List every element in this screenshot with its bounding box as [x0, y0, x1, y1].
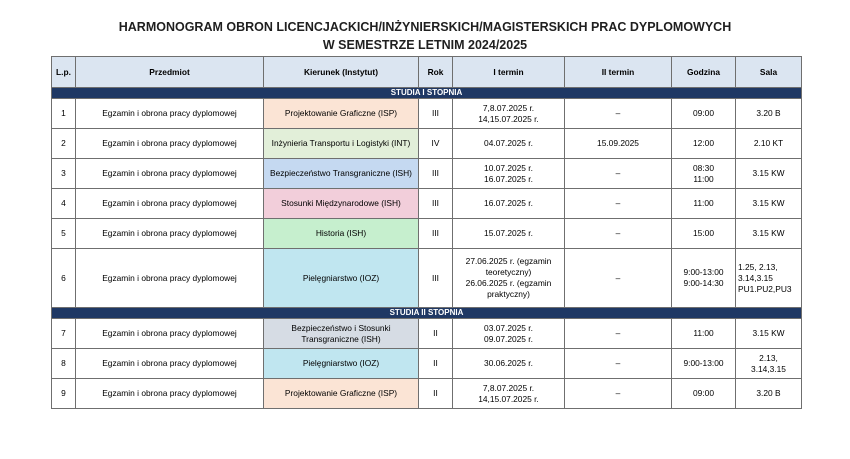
- cell-termin2: –: [565, 379, 672, 409]
- time-line: 9:00-14:30: [683, 278, 724, 288]
- cell-godzina: 09:00: [672, 99, 736, 129]
- cell-godzina: [672, 249, 736, 308]
- table-row: [52, 319, 802, 349]
- header-termin1: I termin: [453, 57, 565, 88]
- date-line: 03.07.2025 r.: [484, 322, 533, 333]
- cell-sala: 3.15 KW: [736, 189, 802, 219]
- cell-lp: 5: [52, 219, 76, 249]
- date-line: 09.07.2025 r.: [484, 333, 533, 344]
- section-row: [52, 88, 802, 99]
- cell-lp: 3: [52, 159, 76, 189]
- cell-sala: [736, 249, 802, 308]
- cell-lp: 8: [52, 349, 76, 379]
- cell-kierunek: [264, 319, 419, 349]
- cell-termin1: 04.07.2025 r.: [453, 129, 565, 159]
- date-line: 10.07.2025 r.: [484, 162, 533, 173]
- date-line: 14,15.07.2025 r.: [478, 113, 539, 124]
- cell-kierunek: Bezpieczeństwo Transgraniczne (ISH): [264, 159, 419, 189]
- time-line: 9:00-13:00: [683, 267, 724, 277]
- cell-kierunek: Projektowanie Graficzne (ISP): [264, 99, 419, 129]
- cell-termin1: 30.06.2025 r.: [453, 349, 565, 379]
- table-row: [52, 219, 802, 249]
- cell-rok: II: [419, 349, 453, 379]
- cell-termin1: [453, 99, 565, 129]
- cell-godzina: 09:00: [672, 379, 736, 409]
- header-kierunek: Kierunek (Instytut): [264, 57, 419, 88]
- header-termin2: II termin: [565, 57, 672, 88]
- cell-kierunek: Stosunki Międzynarodowe (ISH): [264, 189, 419, 219]
- cell-termin1: 16.07.2025 r.: [453, 189, 565, 219]
- section-label: STUDIA I STOPNIA: [52, 88, 802, 99]
- time-line: 11:00: [693, 173, 714, 184]
- cell-przedmiot: Egzamin i obrona pracy dyplomowej: [76, 349, 264, 379]
- date-line: 14,15.07.2025 r.: [478, 393, 539, 404]
- date-line: 7,8.07.2025 r.: [482, 382, 535, 393]
- date-line: 7,8.07.2025 r.: [482, 102, 535, 113]
- cell-termin2: –: [565, 319, 672, 349]
- cell-lp: 7: [52, 319, 76, 349]
- table-row: [52, 379, 802, 409]
- header-rok: Rok: [419, 57, 453, 88]
- room-line: 1.25, 2.13,: [738, 261, 778, 272]
- cell-termin1: [453, 159, 565, 189]
- cell-kierunek: Pielęgniarstwo (IOZ): [264, 349, 419, 379]
- header-lp: L.p.: [52, 57, 76, 88]
- cell-przedmiot: Egzamin i obrona pracy dyplomowej: [76, 129, 264, 159]
- cell-rok: III: [419, 159, 453, 189]
- header-sala: Sala: [736, 57, 802, 88]
- cell-przedmiot: Egzamin i obrona pracy dyplomowej: [76, 189, 264, 219]
- section-label: STUDIA II STOPNIA: [52, 308, 802, 319]
- date-line: 26.06.2025 r. (egzamin: [465, 278, 552, 288]
- cell-godzina: 9:00-13:00: [672, 349, 736, 379]
- cell-termin1: [453, 379, 565, 409]
- cell-kierunek: Historia (ISH): [264, 219, 419, 249]
- cell-przedmiot: Egzamin i obrona pracy dyplomowej: [76, 319, 264, 349]
- room-line: 3.14,3.15: [738, 272, 773, 283]
- cell-rok: III: [419, 189, 453, 219]
- cell-godzina: 15:00: [672, 219, 736, 249]
- cell-termin2: –: [565, 99, 672, 129]
- cell-termin2: –: [565, 349, 672, 379]
- cell-lp: 9: [52, 379, 76, 409]
- cell-rok: III: [419, 99, 453, 129]
- date-line: teoretyczny): [485, 267, 532, 277]
- table-row: [52, 189, 802, 219]
- cell-rok: II: [419, 379, 453, 409]
- cell-sala: 2.10 KT: [736, 129, 802, 159]
- table-row: [52, 349, 802, 379]
- kierunek-line: Transgraniczne (ISH): [301, 333, 381, 344]
- cell-rok: II: [419, 319, 453, 349]
- cell-kierunek: Projektowanie Graficzne (ISP): [264, 379, 419, 409]
- cell-przedmiot: Egzamin i obrona pracy dyplomowej: [76, 379, 264, 409]
- cell-lp: 2: [52, 129, 76, 159]
- cell-termin2: –: [565, 189, 672, 219]
- cell-przedmiot: Egzamin i obrona pracy dyplomowej: [76, 249, 264, 308]
- table-row: [52, 159, 802, 189]
- cell-sala: 3.15 KW: [736, 219, 802, 249]
- header-przedmiot: Przedmiot: [76, 57, 264, 88]
- cell-sala: 3.15 KW: [736, 319, 802, 349]
- cell-sala: 3.15 KW: [736, 159, 802, 189]
- document-subtitle: W SEMESTRZE LETNIM 2024/2025: [322, 38, 528, 52]
- cell-termin2: –: [565, 159, 672, 189]
- cell-termin1: 15.07.2025 r.: [453, 219, 565, 249]
- header-godzina: Godzina: [672, 57, 736, 88]
- cell-sala: [736, 349, 802, 379]
- cell-godzina: 12:00: [672, 129, 736, 159]
- cell-termin1: [453, 249, 565, 308]
- header-row: [52, 57, 802, 88]
- cell-lp: 6: [52, 249, 76, 308]
- date-line: 16.07.2025 r.: [484, 173, 533, 184]
- cell-termin2: –: [565, 219, 672, 249]
- cell-termin2: –: [565, 249, 672, 308]
- table-row: [52, 99, 802, 129]
- cell-termin1: [453, 319, 565, 349]
- schedule-table: [51, 56, 802, 409]
- time-line: 08:30: [693, 162, 714, 173]
- table-row: [52, 129, 802, 159]
- cell-rok: III: [419, 249, 453, 308]
- cell-przedmiot: Egzamin i obrona pracy dyplomowej: [76, 159, 264, 189]
- table-row: [52, 249, 802, 308]
- cell-kierunek: Pielęgniarstwo (IOZ): [264, 249, 419, 308]
- kierunek-line: Bezpieczeństwo i Stosunki: [291, 322, 391, 333]
- cell-godzina: [672, 159, 736, 189]
- cell-sala: 3.20 B: [736, 99, 802, 129]
- cell-lp: 4: [52, 189, 76, 219]
- date-line: 27.06.2025 r. (egzamin: [465, 256, 552, 266]
- section-row: [52, 308, 802, 319]
- cell-godzina: 11:00: [672, 189, 736, 219]
- cell-sala: 3.20 B: [736, 379, 802, 409]
- cell-termin2: 15.09.2025: [565, 129, 672, 159]
- room-line: 2.13,: [759, 352, 778, 363]
- cell-przedmiot: Egzamin i obrona pracy dyplomowej: [76, 219, 264, 249]
- cell-godzina: 11:00: [672, 319, 736, 349]
- cell-lp: 1: [52, 99, 76, 129]
- cell-rok: IV: [419, 129, 453, 159]
- cell-rok: III: [419, 219, 453, 249]
- cell-przedmiot: Egzamin i obrona pracy dyplomowej: [76, 99, 264, 129]
- date-line: praktyczny): [487, 289, 530, 299]
- room-line: 3.14,3.15: [751, 363, 786, 374]
- document-title: HARMONOGRAM OBRON LICENCJACKICH/INŻYNIERSKICH/MAGISTERSKICH PRAC DYPLOMOWYCH: [118, 20, 732, 34]
- room-line: PU1.PU2,PU3: [738, 283, 792, 294]
- cell-kierunek: Inżynieria Transportu i Logistyki (INT): [264, 129, 419, 159]
